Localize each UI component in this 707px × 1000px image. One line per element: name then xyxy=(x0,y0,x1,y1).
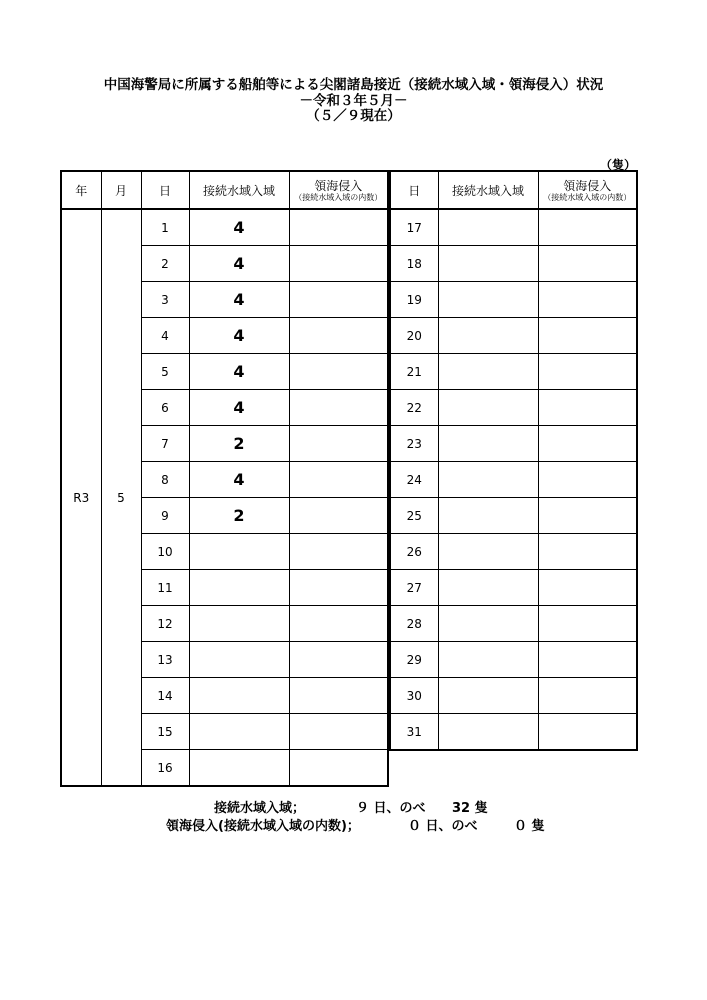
daily-table-right xyxy=(389,170,638,751)
territorial-count-cell xyxy=(289,209,388,246)
territorial-count-cell xyxy=(538,606,637,642)
header-contiguous: 接続水域入域 xyxy=(189,171,289,209)
table-row xyxy=(390,282,637,318)
day-cell: 5 xyxy=(141,354,189,390)
day-cell: 15 xyxy=(141,714,189,750)
territorial-count-cell xyxy=(538,282,637,318)
header-year: 年 xyxy=(61,171,101,209)
header-territorial xyxy=(289,171,388,209)
territorial-count-cell xyxy=(538,462,637,498)
day-cell: 25 xyxy=(390,498,438,534)
territorial-count-cell xyxy=(538,498,637,534)
day-cell: 13 xyxy=(141,642,189,678)
contiguous-count-cell xyxy=(438,606,538,642)
day-cell: 29 xyxy=(390,642,438,678)
contiguous-count-cell xyxy=(438,318,538,354)
day-cell: 17 xyxy=(390,209,438,246)
summary-contiguous-days: ９ 日、のべ xyxy=(356,801,426,816)
contiguous-count-cell: 4 xyxy=(189,246,289,282)
day-cell: 23 xyxy=(390,426,438,462)
header-territorial-right xyxy=(538,171,637,209)
table-row xyxy=(390,642,637,678)
day-cell: 10 xyxy=(141,534,189,570)
day-cell: 26 xyxy=(390,534,438,570)
day-cell: 21 xyxy=(390,354,438,390)
contiguous-count-cell xyxy=(438,570,538,606)
table-row xyxy=(390,678,637,714)
unit-label: （隻） xyxy=(600,158,637,172)
report-as-of-date: （５／９現在） xyxy=(306,108,401,124)
summary-contiguous-total: 32 隻 xyxy=(452,801,488,816)
territorial-count-cell xyxy=(289,426,388,462)
territorial-count-cell xyxy=(538,534,637,570)
contiguous-count-cell xyxy=(438,462,538,498)
day-cell: 24 xyxy=(390,462,438,498)
table-row xyxy=(390,462,637,498)
contiguous-count-cell xyxy=(438,678,538,714)
day-cell: 9 xyxy=(141,498,189,534)
day-cell: 28 xyxy=(390,606,438,642)
day-cell: 4 xyxy=(141,318,189,354)
daily-table-left xyxy=(60,170,389,787)
contiguous-count-cell xyxy=(189,750,289,787)
territorial-count-cell xyxy=(289,246,388,282)
header-territorial-sub: （接続水域入域の内数） xyxy=(294,192,383,202)
summary-territorial-total: ０ 隻 xyxy=(514,819,545,834)
contiguous-count-cell xyxy=(438,642,538,678)
day-cell: 30 xyxy=(390,678,438,714)
table-row xyxy=(390,209,637,246)
contiguous-count-cell xyxy=(189,642,289,678)
territorial-count-cell xyxy=(289,714,388,750)
contiguous-count-cell xyxy=(438,390,538,426)
day-cell: 27 xyxy=(390,570,438,606)
territorial-count-cell xyxy=(538,318,637,354)
summary-territorial-days: ０ 日、のべ xyxy=(408,819,478,834)
contiguous-count-cell xyxy=(189,714,289,750)
table-row xyxy=(390,570,637,606)
territorial-count-cell xyxy=(289,390,388,426)
table-row xyxy=(390,606,637,642)
contiguous-count-cell xyxy=(438,426,538,462)
territorial-count-cell xyxy=(538,642,637,678)
day-cell: 20 xyxy=(390,318,438,354)
territorial-count-cell xyxy=(289,750,388,787)
header-day: 日 xyxy=(141,171,189,209)
contiguous-count-cell xyxy=(438,498,538,534)
territorial-count-cell xyxy=(289,606,388,642)
contiguous-count-cell xyxy=(438,714,538,751)
contiguous-count-cell: 4 xyxy=(189,209,289,246)
year-cell: R3 xyxy=(61,209,101,786)
contiguous-count-cell xyxy=(438,354,538,390)
daily-table-right-body xyxy=(390,209,637,750)
day-cell: 11 xyxy=(141,570,189,606)
contiguous-count-cell xyxy=(438,282,538,318)
territorial-count-cell xyxy=(289,498,388,534)
header-territorial-sub-right: （接続水域入域の内数） xyxy=(543,192,632,202)
day-cell: 2 xyxy=(141,246,189,282)
day-cell: 6 xyxy=(141,390,189,426)
table-row xyxy=(390,246,637,282)
contiguous-count-cell: 2 xyxy=(189,426,289,462)
table-row xyxy=(390,714,637,751)
contiguous-count-cell xyxy=(189,678,289,714)
territorial-count-cell xyxy=(538,209,637,246)
day-cell: 16 xyxy=(141,750,189,787)
day-cell: 3 xyxy=(141,282,189,318)
contiguous-count-cell: 2 xyxy=(189,498,289,534)
contiguous-count-cell xyxy=(438,209,538,246)
territorial-count-cell xyxy=(289,642,388,678)
table-row xyxy=(390,426,637,462)
table-row xyxy=(390,318,637,354)
territorial-count-cell xyxy=(538,570,637,606)
header-contiguous-right: 接続水域入域 xyxy=(438,171,538,209)
territorial-count-cell xyxy=(538,714,637,751)
contiguous-count-cell: 4 xyxy=(189,282,289,318)
contiguous-count-cell: 4 xyxy=(189,390,289,426)
contiguous-count-cell xyxy=(438,534,538,570)
daily-table-left-body xyxy=(61,209,388,786)
contiguous-count-cell: 4 xyxy=(189,462,289,498)
territorial-count-cell xyxy=(289,354,388,390)
contiguous-count-cell xyxy=(189,606,289,642)
territorial-count-cell xyxy=(538,354,637,390)
header-day-right: 日 xyxy=(390,171,438,209)
territorial-count-cell xyxy=(289,570,388,606)
report-title: 中国海警局に所属する船舶等による尖閣諸島接近（接続水域入域・領海侵入）状況 xyxy=(103,77,604,93)
table-row xyxy=(61,209,388,246)
contiguous-count-cell xyxy=(189,534,289,570)
territorial-count-cell xyxy=(538,390,637,426)
territorial-count-cell xyxy=(289,534,388,570)
month-cell: 5 xyxy=(101,209,141,786)
day-cell: 7 xyxy=(141,426,189,462)
table-row xyxy=(390,534,637,570)
territorial-count-cell xyxy=(538,246,637,282)
table-row xyxy=(390,354,637,390)
territorial-count-cell xyxy=(538,678,637,714)
contiguous-count-cell: 4 xyxy=(189,354,289,390)
day-cell: 22 xyxy=(390,390,438,426)
day-cell: 14 xyxy=(141,678,189,714)
contiguous-count-cell xyxy=(189,570,289,606)
territorial-count-cell xyxy=(289,678,388,714)
table-row xyxy=(390,390,637,426)
day-cell: 31 xyxy=(390,714,438,751)
territorial-count-cell xyxy=(538,426,637,462)
day-cell: 8 xyxy=(141,462,189,498)
summary-contiguous-label: 接続水域入域； xyxy=(214,801,306,816)
summary-territorial-label: 領海侵入(接続水域入域の内数)； xyxy=(166,819,360,834)
territorial-count-cell xyxy=(289,462,388,498)
header-territorial-main: 領海侵入 xyxy=(314,178,363,193)
day-cell: 19 xyxy=(390,282,438,318)
territorial-count-cell xyxy=(289,318,388,354)
table-row xyxy=(390,498,637,534)
header-territorial-main-right: 領海侵入 xyxy=(563,178,612,193)
day-cell: 18 xyxy=(390,246,438,282)
contiguous-count-cell: 4 xyxy=(189,318,289,354)
report-period: －令和３年５月－ xyxy=(299,93,408,109)
day-cell: 12 xyxy=(141,606,189,642)
contiguous-count-cell xyxy=(438,246,538,282)
territorial-count-cell xyxy=(289,282,388,318)
day-cell: 1 xyxy=(141,209,189,246)
header-month: 月 xyxy=(101,171,141,209)
